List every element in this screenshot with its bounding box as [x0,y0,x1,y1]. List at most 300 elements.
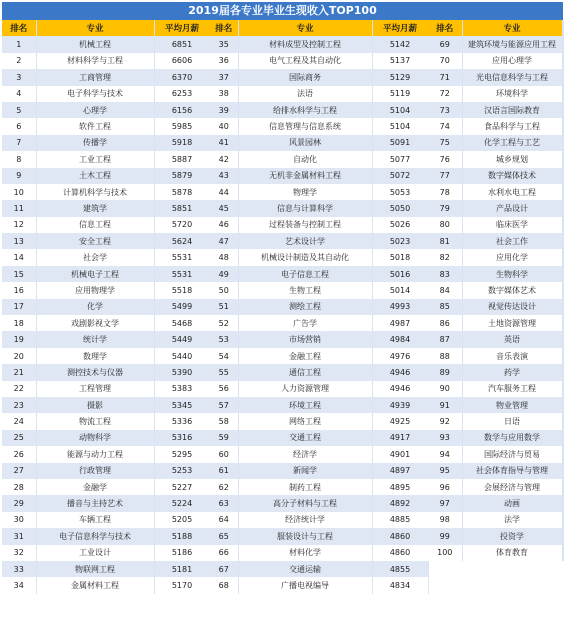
table-row [428,168,563,184]
rank-cell: 99 [428,528,462,544]
salary-cell: 4946 [372,381,428,397]
header-row [210,20,428,36]
major-cell: 人力资源管理 [238,381,372,397]
major-cell: 应用物理学 [36,282,154,298]
rank-cell: 31 [2,528,36,544]
major-cell: 金属材料工程 [36,577,154,593]
header-row [2,20,210,36]
table-row [428,315,563,331]
table-row [210,397,428,413]
table-row [210,315,428,331]
major-cell: 建筑学 [36,200,154,216]
major-cell: 物流工程 [36,413,154,429]
major-cell: 物联网工程 [36,561,154,577]
major-cell: 机械设计制造及其自动化 [238,249,372,265]
rank-cell: 82 [428,249,462,265]
table-row [2,512,210,528]
table-row [210,331,428,347]
rank-cell: 93 [428,430,462,446]
ranking-table-2 [210,20,429,594]
salary-cell [562,413,563,429]
salary-cell: 5918 [154,135,210,151]
table-row [428,282,563,298]
header-row [428,20,563,36]
major-cell: 金融学 [36,479,154,495]
salary-cell: 4925 [372,413,428,429]
rank-cell: 76 [428,151,462,167]
salary-cell [562,151,563,167]
rank-cell: 43 [210,168,238,184]
salary-cell: 5253 [154,463,210,479]
table-row [428,413,563,429]
salary-cell [562,233,563,249]
major-cell: 数字媒体艺术 [462,282,562,298]
rank-cell: 6 [2,118,36,134]
salary-cell: 4993 [372,299,428,315]
rank-cell: 94 [428,446,462,462]
major-cell: 广播电视编导 [238,577,372,593]
major-cell: 动物科学 [36,430,154,446]
table-row [428,331,563,347]
salary-cell [562,102,563,118]
salary-cell: 4987 [372,315,428,331]
salary-cell [562,266,563,282]
major-cell: 经济统计学 [238,512,372,528]
table-row [2,364,210,380]
salary-cell: 4855 [372,561,428,577]
salary-cell: 4834 [372,577,428,593]
table-row [2,577,210,593]
ranking-table-3 [428,20,564,561]
rank-cell: 26 [2,446,36,462]
salary-cell: 5026 [372,217,428,233]
major-cell: 物理学 [238,184,372,200]
table-row [2,53,210,69]
major-cell: 化学工程与工艺 [462,135,562,151]
table-row [210,348,428,364]
table-row [428,200,563,216]
table-row [2,299,210,315]
major-cell: 信息工程 [36,217,154,233]
table-row [428,512,563,528]
rank-cell: 35 [210,36,238,52]
major-cell: 电子信息科学与技术 [36,528,154,544]
major-cell: 计算机科学与技术 [36,184,154,200]
table-row [210,168,428,184]
salary-cell: 5188 [154,528,210,544]
income-table-container [2,2,563,590]
major-cell: 国际商务 [238,69,372,85]
salary-cell [562,118,563,134]
salary-cell: 4860 [372,528,428,544]
rank-cell: 34 [2,577,36,593]
table-row [210,200,428,216]
salary-cell [562,495,563,511]
major-cell: 体育教育 [462,545,562,561]
rank-cell: 46 [210,217,238,233]
table-row [210,430,428,446]
table-row [2,168,210,184]
major-cell: 工程管理 [36,381,154,397]
major-cell: 机械工程 [36,36,154,52]
major-cell: 服装设计与工程 [238,528,372,544]
table-row [210,561,428,577]
salary-cell: 5053 [372,184,428,200]
major-cell: 数字媒体技术 [462,168,562,184]
rank-cell: 44 [210,184,238,200]
table-row [2,36,210,52]
major-cell: 软件工程 [36,118,154,134]
salary-cell: 5016 [372,266,428,282]
salary-cell: 5181 [154,561,210,577]
header-major: 专业 [36,20,154,36]
table-row [428,430,563,446]
rank-cell: 77 [428,168,462,184]
rank-cell: 75 [428,135,462,151]
salary-cell: 4917 [372,430,428,446]
table-row [210,577,428,593]
major-cell: 工商管理 [36,69,154,85]
salary-cell: 5624 [154,233,210,249]
major-cell: 社会学 [36,249,154,265]
salary-cell [562,463,563,479]
table-row [2,381,210,397]
rank-cell: 21 [2,364,36,380]
rank-cell: 98 [428,512,462,528]
major-cell: 通信工程 [238,364,372,380]
rank-cell: 52 [210,315,238,331]
major-cell: 生物科学 [462,266,562,282]
major-cell: 测绘工程 [238,299,372,315]
major-cell: 工业设计 [36,545,154,561]
major-cell: 网络工程 [238,413,372,429]
major-cell: 给排水科学与工程 [238,102,372,118]
table-row [2,348,210,364]
salary-cell: 5129 [372,69,428,85]
rank-cell: 4 [2,86,36,102]
rank-cell: 88 [428,348,462,364]
salary-cell: 5104 [372,118,428,134]
major-cell: 电子信息工程 [238,266,372,282]
major-cell: 过程装备与控制工程 [238,217,372,233]
major-cell: 市场营销 [238,331,372,347]
major-cell: 统计学 [36,331,154,347]
table-row [210,463,428,479]
salary-cell: 5186 [154,545,210,561]
major-cell: 音乐表演 [462,348,562,364]
major-cell: 车辆工程 [36,512,154,528]
rank-cell: 68 [210,577,238,593]
rank-cell: 83 [428,266,462,282]
salary-cell: 5985 [154,118,210,134]
table-row [2,233,210,249]
salary-cell: 5518 [154,282,210,298]
table-row [210,102,428,118]
salary-cell [562,512,563,528]
salary-cell [562,397,563,413]
salary-cell [562,249,563,265]
salary-cell [562,86,563,102]
rank-cell: 9 [2,168,36,184]
table-row [2,561,210,577]
major-cell: 测控技术与仪器 [36,364,154,380]
table-row [428,69,563,85]
salary-cell: 4939 [372,397,428,413]
rank-cell: 28 [2,479,36,495]
salary-cell: 5531 [154,266,210,282]
rank-cell: 38 [210,86,238,102]
salary-cell [562,282,563,298]
rank-cell: 32 [2,545,36,561]
table-row [210,282,428,298]
rank-cell: 92 [428,413,462,429]
salary-cell [562,348,563,364]
rank-cell: 48 [210,249,238,265]
salary-cell: 5295 [154,446,210,462]
rank-cell: 1 [2,36,36,52]
table-row [2,331,210,347]
salary-cell [562,430,563,446]
rank-cell: 41 [210,135,238,151]
salary-cell: 4946 [372,364,428,380]
salary-cell [562,36,563,52]
salary-cell [562,135,563,151]
major-cell: 社会工作 [462,233,562,249]
major-cell: 会展经济与管理 [462,479,562,495]
table-row [2,315,210,331]
rank-cell: 40 [210,118,238,134]
rank-cell: 85 [428,299,462,315]
table-row [210,118,428,134]
salary-cell [562,200,563,216]
rank-cell: 8 [2,151,36,167]
table-row [210,69,428,85]
major-cell: 环境工程 [238,397,372,413]
major-cell: 日语 [462,413,562,429]
table-row [210,36,428,52]
table-row [2,430,210,446]
major-cell: 化学 [36,299,154,315]
major-cell: 土地资源管理 [462,315,562,331]
salary-cell: 4892 [372,495,428,511]
major-cell: 高分子材料与工程 [238,495,372,511]
table-row [428,446,563,462]
header-salary [562,20,563,36]
major-cell: 食品科学与工程 [462,118,562,134]
rank-cell: 37 [210,69,238,85]
table-row [210,413,428,429]
salary-cell [562,168,563,184]
rank-cell: 49 [210,266,238,282]
table-row [2,495,210,511]
rank-cell: 30 [2,512,36,528]
salary-cell: 5345 [154,397,210,413]
salary-cell: 4976 [372,348,428,364]
table-row [428,184,563,200]
salary-cell [562,315,563,331]
salary-cell: 5499 [154,299,210,315]
major-cell: 法学 [462,512,562,528]
rank-cell: 63 [210,495,238,511]
salary-cell: 5104 [372,102,428,118]
major-cell: 心理学 [36,102,154,118]
salary-cell: 5720 [154,217,210,233]
salary-cell: 5014 [372,282,428,298]
rank-cell: 45 [210,200,238,216]
rank-cell: 20 [2,348,36,364]
major-cell: 建筑环境与能源应用工程 [462,36,562,52]
major-cell: 机械电子工程 [36,266,154,282]
rank-cell: 69 [428,36,462,52]
table-row [210,233,428,249]
ranking-table-1 [2,20,211,594]
rank-cell: 80 [428,217,462,233]
table-row [428,266,563,282]
rank-cell: 23 [2,397,36,413]
rank-cell: 42 [210,151,238,167]
rank-cell: 54 [210,348,238,364]
rank-cell: 53 [210,331,238,347]
table-row [2,69,210,85]
salary-cell: 5878 [154,184,210,200]
major-cell: 安全工程 [36,233,154,249]
salary-cell [562,479,563,495]
rank-cell: 58 [210,413,238,429]
salary-cell [562,364,563,380]
salary-cell: 5119 [372,86,428,102]
rank-cell: 56 [210,381,238,397]
rank-cell: 89 [428,364,462,380]
major-cell: 信息管理与信息系统 [238,118,372,134]
table-row [428,233,563,249]
rank-cell: 51 [210,299,238,315]
major-cell: 广告学 [238,315,372,331]
table-row [210,545,428,561]
major-cell: 材料成型及控制工程 [238,36,372,52]
rank-cell: 2 [2,53,36,69]
table-row [210,479,428,495]
table-row [2,545,210,561]
major-cell: 城乡规划 [462,151,562,167]
salary-cell: 5879 [154,168,210,184]
header-salary: 平均月薪 [372,20,428,36]
rank-cell: 81 [428,233,462,249]
table-row [428,348,563,364]
major-cell: 材料科学与工程 [36,53,154,69]
table-row [2,282,210,298]
major-cell: 风景园林 [238,135,372,151]
rank-cell: 62 [210,479,238,495]
major-cell: 摄影 [36,397,154,413]
salary-cell: 5018 [372,249,428,265]
table-row [2,86,210,102]
rank-cell: 72 [428,86,462,102]
header-rank: 排名 [2,20,36,36]
salary-cell: 4984 [372,331,428,347]
table-row [2,102,210,118]
major-cell: 信息与计算科学 [238,200,372,216]
salary-cell: 5390 [154,364,210,380]
table-row [2,249,210,265]
major-cell: 水利水电工程 [462,184,562,200]
major-cell: 土木工程 [36,168,154,184]
salary-cell: 5887 [154,151,210,167]
table-row [428,545,563,561]
salary-cell [562,184,563,200]
table-row [210,528,428,544]
major-cell: 光电信息科学与工程 [462,69,562,85]
rank-cell: 57 [210,397,238,413]
table-row [428,86,563,102]
salary-cell: 5531 [154,249,210,265]
salary-cell: 5383 [154,381,210,397]
major-cell: 投资学 [462,528,562,544]
salary-cell: 5142 [372,36,428,52]
header-rank: 排名 [428,20,462,36]
major-cell: 社会体育指导与管理 [462,463,562,479]
salary-cell: 6606 [154,53,210,69]
major-cell: 工业工程 [36,151,154,167]
table-row [2,479,210,495]
major-cell: 法语 [238,86,372,102]
major-cell: 临床医学 [462,217,562,233]
table-row [2,184,210,200]
major-cell: 新闻学 [238,463,372,479]
salary-cell: 5205 [154,512,210,528]
rank-cell: 25 [2,430,36,446]
major-cell: 应用心理学 [462,53,562,69]
rank-cell: 78 [428,184,462,200]
major-cell: 环境科学 [462,86,562,102]
major-cell: 生物工程 [238,282,372,298]
salary-cell: 5336 [154,413,210,429]
salary-cell: 5316 [154,430,210,446]
table-row [2,135,210,151]
table-row [210,53,428,69]
rank-cell: 11 [2,200,36,216]
table-row [210,151,428,167]
salary-cell: 6253 [154,86,210,102]
rank-cell: 17 [2,299,36,315]
salary-cell: 5170 [154,577,210,593]
table-row [428,118,563,134]
table-row [428,53,563,69]
rank-cell: 24 [2,413,36,429]
major-cell: 戏剧影视文学 [36,315,154,331]
salary-cell [562,69,563,85]
rank-cell: 15 [2,266,36,282]
rank-cell: 10 [2,184,36,200]
rank-cell: 47 [210,233,238,249]
salary-cell [562,381,563,397]
table-row [210,381,428,397]
rank-cell: 33 [2,561,36,577]
rank-cell: 50 [210,282,238,298]
table-row [428,135,563,151]
table-row [2,151,210,167]
table-row [210,86,428,102]
salary-cell [562,528,563,544]
table-row [2,266,210,282]
table-row [210,299,428,315]
rank-cell: 19 [2,331,36,347]
salary-cell [562,53,563,69]
salary-cell: 5468 [154,315,210,331]
salary-cell [562,331,563,347]
table-row [428,36,563,52]
major-cell: 物业管理 [462,397,562,413]
rank-cell: 70 [428,53,462,69]
